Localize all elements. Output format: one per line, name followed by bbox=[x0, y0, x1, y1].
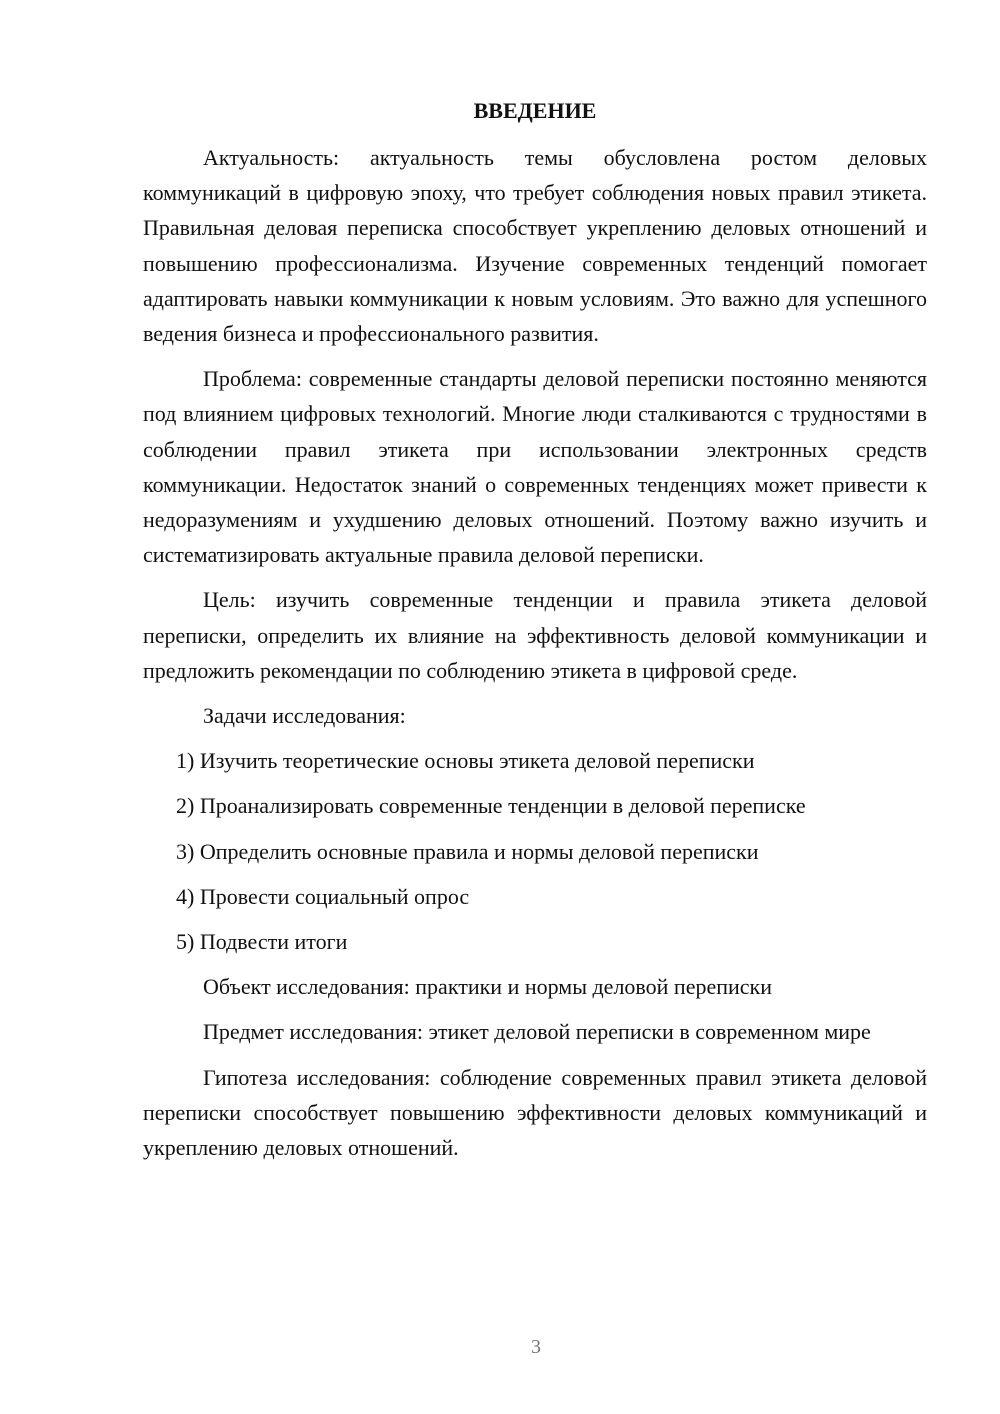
hypothesis-paragraph: Гипотеза исследования: соблюдение современных правил этикета деловой переписки способствует повышению эффективности деловых коммуникаций и укреплению деловых отношений. bbox=[143, 1064, 927, 1161]
task-item: 2) Проанализировать современные тенденции в деловой переписке bbox=[176, 793, 806, 819]
task-item: 1) Изучить теоретические основы этикета деловой переписки bbox=[176, 748, 755, 774]
tasks-list bbox=[143, 743, 927, 959]
problem-paragraph: Проблема: современные стандарты деловой переписки постоянно меняются под влиянием цифровых технологий. Многие люди сталкиваются с трудностями в соблюдении правил этикета при использовании электронных средств коммуникации. Недостаток знаний о современных тенденциях может привести к недоразумениям и ухудшению деловых отношений. Поэтому важно изучить и систематизировать актуальные правила деловой переписки. bbox=[143, 366, 927, 568]
goal-paragraph: Цель: изучить современные тенденции и правила этикета деловой переписки, определить их влияние на эффективность деловой коммуникации и предложить рекомендации по соблюдению этикета в цифровой среде. bbox=[143, 587, 927, 683]
task-item: 4) Провести социальный опрос bbox=[176, 883, 470, 909]
relevance-paragraph: Актуальность: актуальность темы обусловлена ростом деловых коммуникаций в цифровую эпоху, что требует соблюдения новых правил этикета. Правильная деловая переписка способствует укреплению деловых отношений и повышению профессионализма. Изучение современных тенденций помогает адаптировать навыки коммуникации к новым условиям. Это важно для успешного ведения бизнеса и профессионального развития. bbox=[143, 145, 927, 347]
task-item: 3) Определить основные правила и нормы деловой переписки bbox=[176, 838, 759, 864]
page-content bbox=[143, 96, 927, 1165]
tasks-title: Задачи исследования: bbox=[203, 703, 406, 729]
page-number: 3 bbox=[531, 1336, 541, 1358]
object-line: Объект исследования: практики и нормы деловой переписки bbox=[203, 974, 773, 1000]
section-heading: ВВЕДЕНИЕ bbox=[473, 98, 597, 123]
subject-paragraph: Предмет исследования: этикет деловой переписки в современном мире bbox=[203, 1019, 871, 1045]
task-item: 5) Подвести итоги bbox=[176, 929, 348, 955]
